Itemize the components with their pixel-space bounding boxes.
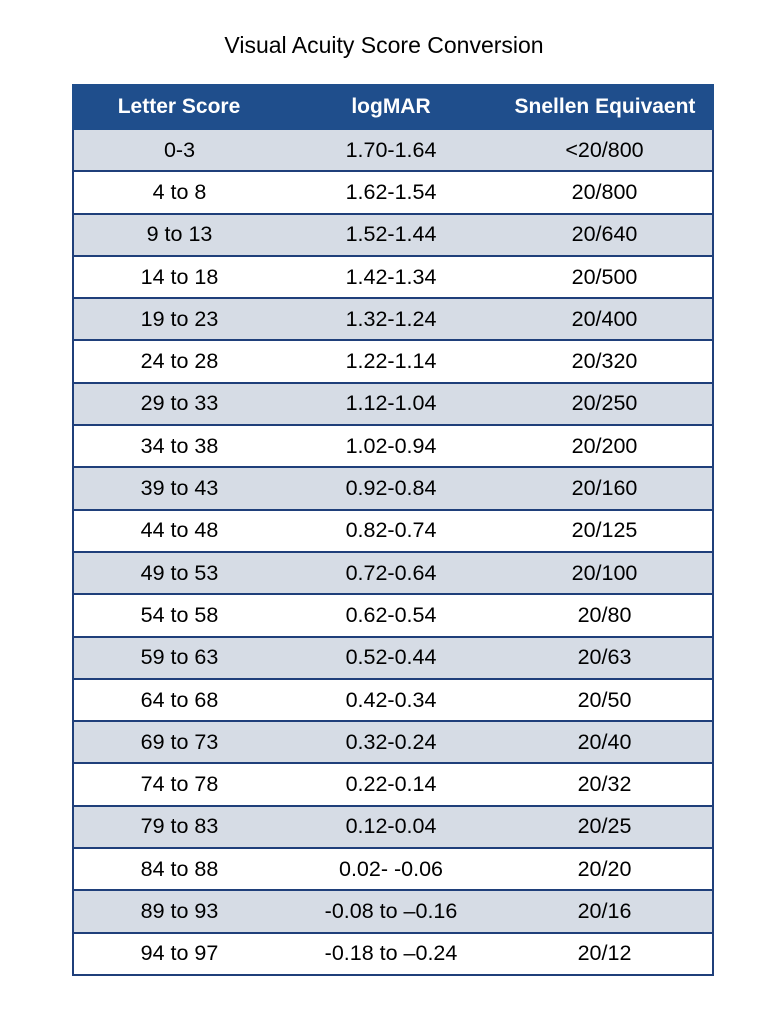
logmar-cell: 0.32-0.24 xyxy=(285,721,497,763)
letter-score-cell: 74 to 78 xyxy=(73,763,285,805)
logmar-cell: 1.52-1.44 xyxy=(285,214,497,256)
snellen-cell: 20/20 xyxy=(497,848,713,890)
snellen-cell: 20/63 xyxy=(497,637,713,679)
table-row xyxy=(73,848,713,890)
snellen-cell: 20/80 xyxy=(497,594,713,636)
letter-score-cell: 24 to 28 xyxy=(73,340,285,382)
letter-score-cell: 4 to 8 xyxy=(73,171,285,213)
conversion-table xyxy=(72,84,714,976)
table-body xyxy=(73,129,713,975)
letter-score-cell: 19 to 23 xyxy=(73,298,285,340)
table-header xyxy=(73,85,713,129)
table-row xyxy=(73,721,713,763)
logmar-cell: 1.42-1.34 xyxy=(285,256,497,298)
table-row xyxy=(73,806,713,848)
table-row xyxy=(73,298,713,340)
snellen-cell: 20/160 xyxy=(497,467,713,509)
letter-score-cell: 64 to 68 xyxy=(73,679,285,721)
column-header-snellen-equivalent: Snellen Equivaent xyxy=(497,85,713,129)
letter-score-cell: 89 to 93 xyxy=(73,890,285,932)
snellen-cell: 20/25 xyxy=(497,806,713,848)
table-row xyxy=(73,467,713,509)
snellen-cell: 20/100 xyxy=(497,552,713,594)
letter-score-cell: 69 to 73 xyxy=(73,721,285,763)
snellen-cell: 20/16 xyxy=(497,890,713,932)
logmar-cell: 0.02- -0.06 xyxy=(285,848,497,890)
table-row xyxy=(73,340,713,382)
snellen-cell: 20/800 xyxy=(497,171,713,213)
logmar-cell: 0.62-0.54 xyxy=(285,594,497,636)
logmar-cell: -0.08 to –0.16 xyxy=(285,890,497,932)
logmar-cell: 0.52-0.44 xyxy=(285,637,497,679)
logmar-cell: 1.32-1.24 xyxy=(285,298,497,340)
table-row xyxy=(73,594,713,636)
letter-score-cell: 84 to 88 xyxy=(73,848,285,890)
snellen-cell: 20/500 xyxy=(497,256,713,298)
column-header-letter-score: Letter Score xyxy=(73,85,285,129)
table-row xyxy=(73,763,713,805)
header-row xyxy=(73,85,713,129)
letter-score-cell: 79 to 83 xyxy=(73,806,285,848)
snellen-cell: 20/50 xyxy=(497,679,713,721)
table-row xyxy=(73,129,713,171)
table-row xyxy=(73,256,713,298)
table-row xyxy=(73,552,713,594)
letter-score-cell: 54 to 58 xyxy=(73,594,285,636)
snellen-cell: 20/12 xyxy=(497,933,713,975)
table-row xyxy=(73,510,713,552)
snellen-cell: 20/125 xyxy=(497,510,713,552)
letter-score-cell: 34 to 38 xyxy=(73,425,285,467)
logmar-cell: 1.62-1.54 xyxy=(285,171,497,213)
table-row xyxy=(73,933,713,975)
logmar-cell: 0.72-0.64 xyxy=(285,552,497,594)
logmar-cell: 1.02-0.94 xyxy=(285,425,497,467)
snellen-cell: 20/640 xyxy=(497,214,713,256)
table-row xyxy=(73,425,713,467)
logmar-cell: 0.92-0.84 xyxy=(285,467,497,509)
letter-score-cell: 59 to 63 xyxy=(73,637,285,679)
letter-score-cell: 39 to 43 xyxy=(73,467,285,509)
table-row xyxy=(73,171,713,213)
letter-score-cell: 49 to 53 xyxy=(73,552,285,594)
snellen-cell: 20/250 xyxy=(497,383,713,425)
letter-score-cell: 9 to 13 xyxy=(73,214,285,256)
snellen-cell: 20/320 xyxy=(497,340,713,382)
snellen-cell: <20/800 xyxy=(497,129,713,171)
letter-score-cell: 44 to 48 xyxy=(73,510,285,552)
logmar-cell: 1.12-1.04 xyxy=(285,383,497,425)
logmar-cell: -0.18 to –0.24 xyxy=(285,933,497,975)
snellen-cell: 20/200 xyxy=(497,425,713,467)
table-row xyxy=(73,637,713,679)
table-row xyxy=(73,890,713,932)
snellen-cell: 20/40 xyxy=(497,721,713,763)
column-header-logmar: logMAR xyxy=(285,85,497,129)
snellen-cell: 20/400 xyxy=(497,298,713,340)
conversion-table-container xyxy=(72,84,712,976)
snellen-cell: 20/32 xyxy=(497,763,713,805)
logmar-cell: 0.42-0.34 xyxy=(285,679,497,721)
logmar-cell: 0.82-0.74 xyxy=(285,510,497,552)
logmar-cell: 1.22-1.14 xyxy=(285,340,497,382)
letter-score-cell: 94 to 97 xyxy=(73,933,285,975)
page-title: Visual Acuity Score Conversion xyxy=(224,32,544,58)
logmar-cell: 0.22-0.14 xyxy=(285,763,497,805)
table-row xyxy=(73,383,713,425)
letter-score-cell: 0-3 xyxy=(73,129,285,171)
table-row xyxy=(73,679,713,721)
logmar-cell: 1.70-1.64 xyxy=(285,129,497,171)
logmar-cell: 0.12-0.04 xyxy=(285,806,497,848)
table-row xyxy=(73,214,713,256)
letter-score-cell: 14 to 18 xyxy=(73,256,285,298)
letter-score-cell: 29 to 33 xyxy=(73,383,285,425)
